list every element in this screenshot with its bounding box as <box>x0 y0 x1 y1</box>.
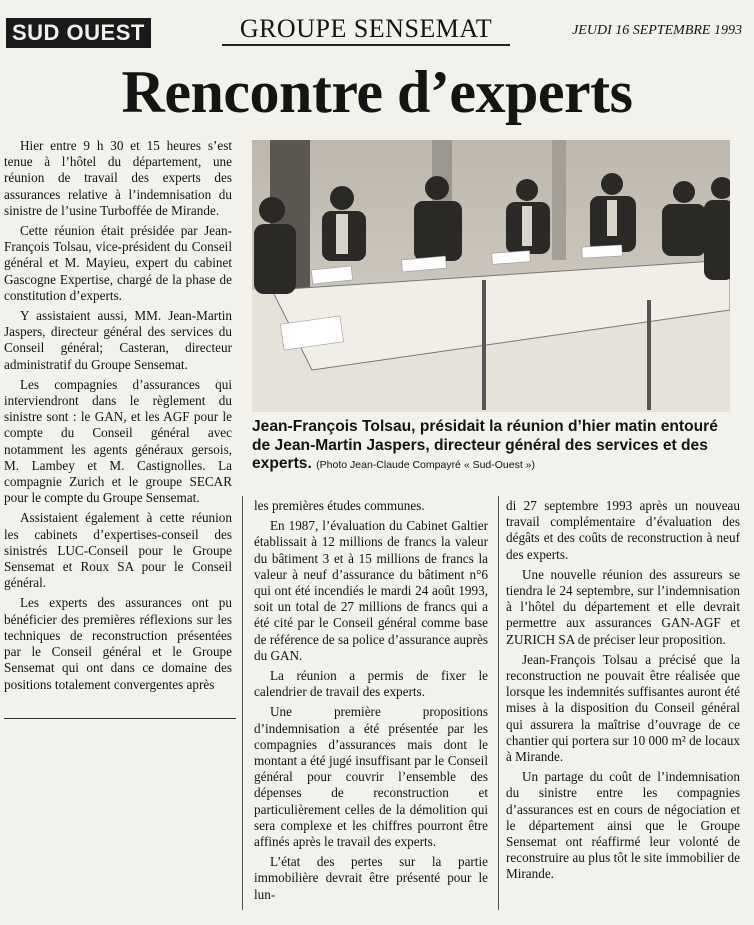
paragraph: Jean-François Tolsau a précisé que la reconstruction ne pouvait être réalisée que lorsque les indemnités suffisantes auront été mises à la disposition du Conseil général qui assurera la maîtrise d’ouvrage de ce chantier qui portera sur 10 000 m² de locaux à Mirande. <box>506 651 740 765</box>
meeting-photo <box>252 140 730 412</box>
paragraph: Les experts des assurances ont pu bénéficier des premières réflexions sur les techniques de reconstruction présentées par le Conseil général et le Groupe Sensemat qui ont dans ce domaine des positions totalement convergentes après <box>4 595 232 692</box>
column-divider <box>498 496 499 910</box>
masthead <box>0 12 754 52</box>
issue-date: JEUDI 16 SEPTEMBRE 1993 <box>572 23 742 38</box>
paragraph: Une première propositions d’indemnisation a été présentée par les compagnies d’assurances mais dont le montant a été jugé insuffisant par le Conseil général pour couvrir l’ensemble des dépenses de reconstruction et particulièrement celles de la démolition qui sera complexe et les chiffres pourront être affinés après le travail des experts. <box>254 704 488 850</box>
photo-credit: (Photo Jean-Claude Compayré « Sud-Ouest ») <box>316 459 536 471</box>
publication-name: SUD OUEST <box>6 18 151 48</box>
paragraph: Une nouvelle réunion des assureurs se tiendra le 24 septembre, sur l’indemnisation à l’hôtel du département et elle devrait permettre aux assurances GAN-AGF et ZURICH SA de préciser leur proposition. <box>506 566 740 647</box>
column-divider <box>242 496 243 910</box>
paragraph: Les compagnies d’assurances qui interviendront dans le règlement du sinistre sont : le GAN, et les AGF pour le compte du Conseil général avec notamment les agents généraux gersois, M. Lambey et M. Castignolles. La compagnie Zurich et le groupe SECAR pour le compte du Groupe Sensemat. <box>4 376 232 506</box>
paragraph: di 27 septembre 1993 après un nouveau travail complémentaire d’évaluation des dégâts et des coûts de reconstruction à neuf des experts. <box>506 498 740 562</box>
headline: Rencontre d’experts <box>121 59 633 125</box>
article-column-3 <box>506 498 740 883</box>
meeting-photo-illustration <box>252 140 730 412</box>
article-column-1 <box>4 138 232 693</box>
paragraph: En 1987, l’évaluation du Cabinet Galtier établissait à 12 millions de francs la valeur du bâtiment 3 et à 15 millions de francs la valeur à neuf d’assurance du bâtiment n°6 qui ont été incendiés le mardi 24 août 1993, soit un total de 27 millions de francs qui a été cité par le Conseil général comme base de référence de sa police d’assurance auprès du GAN. <box>254 518 488 663</box>
column-end-rule <box>4 718 236 719</box>
article-column-2 <box>254 498 488 903</box>
paragraph: Un partage du coût de l’indemnisation du sinistre entre les compagnies d’assurances est en cours de négociation et le département ainsi que le Groupe Sensemat ont réaffirmé leur volonté de reconstruire au plus tôt le site immobilier de Mirande. <box>506 769 740 882</box>
paragraph: Y assistaient aussi, MM. Jean-Martin Jaspers, directeur général des services du Conseil général; Casteran, directeur administratif du Groupe Sensemat. <box>4 308 232 372</box>
paragraph: les premières études communes. <box>254 498 425 513</box>
caption-text: Jean-François Tolsau, présidait la réunion d’hier matin entouré de Jean-Martin Jaspers, directeur général des services et des experts. <box>252 418 718 472</box>
section-title: GROUPE SENSEMAT <box>222 14 510 46</box>
paragraph: L’état des pertes sur la partie immobilière devrait être présenté pour le lun- <box>254 854 488 902</box>
paragraph: Hier entre 9 h 30 et 15 heures s’est tenue à l’hôtel du département, une réunion de travail des experts des assurances relative à l’indemnisation du sinistre de l’usine Turboffée de Mirande. <box>4 138 232 218</box>
paragraph: Assistaient également à cette réunion les cabinets d’expertises-conseil des sinistrés LUC-Conseil pour le Groupe Sensemat et Roux SA pour le Conseil général. <box>4 510 232 591</box>
paragraph: Cette réunion était présidée par Jean-François Tolsau, vice-président du Conseil général et M. Mayieu, expert du cabinet Gascogne Expertise, chargé de la phase de constitution d’experts. <box>4 223 232 303</box>
paragraph: La réunion a permis de fixer le calendrier de travail des experts. <box>254 668 488 700</box>
photo-caption <box>252 418 732 475</box>
